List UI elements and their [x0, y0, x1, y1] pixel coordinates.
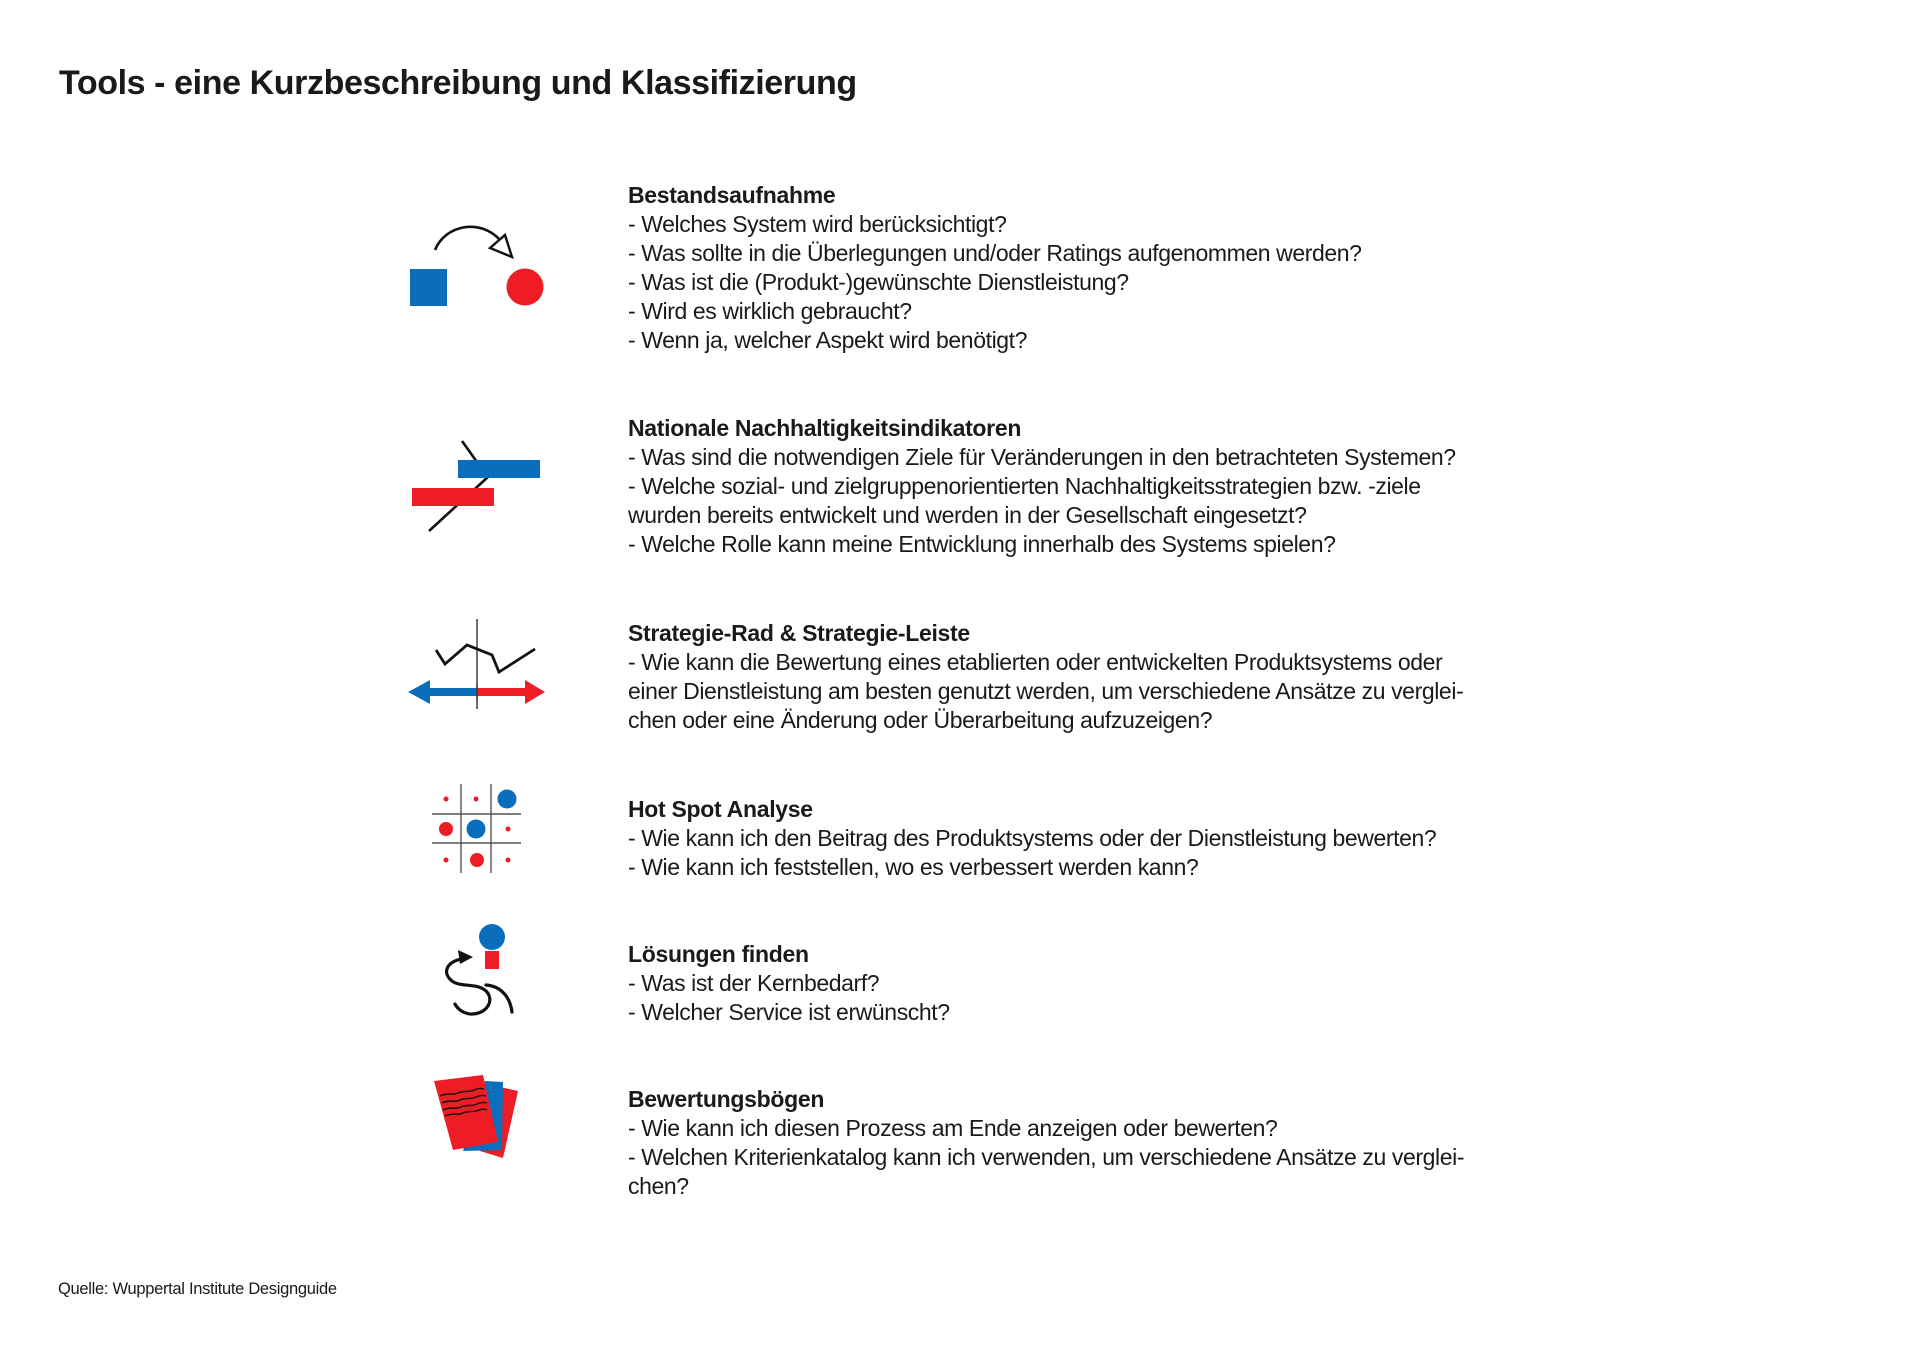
page-title: Tools - eine Kurzbeschreibung und Klassifizierung — [59, 64, 857, 102]
section-line: - Wie kann ich diesen Prozess am Ende anzeigen oder bewerten? — [628, 1115, 1278, 1141]
section-line: - Was ist die (Produkt-)gewünschte Dienstleistung? — [628, 269, 1129, 295]
winding-path — [447, 959, 490, 1014]
section-line: chen oder eine Änderung oder Überarbeitung aufzuzeigen? — [628, 707, 1213, 733]
blue-square — [410, 269, 447, 306]
hotspot-dot — [506, 858, 511, 863]
arrow-head — [490, 235, 512, 257]
section-line: - Welche Rolle kann meine Entwicklung innerhalb des Systems spielen? — [628, 531, 1336, 557]
section-heading: Bestandsaufnahme — [628, 182, 836, 208]
hotspot-dot — [467, 820, 486, 839]
section-line: - Was sind die notwendigen Ziele für Veränderungen in den betrachteten Systemen? — [628, 444, 1456, 470]
section-line: - Was sollte in die Überlegungen und/oder Ratings aufgenommen werden? — [628, 240, 1362, 266]
section-line: - Welches System wird berücksichtigt? — [628, 211, 1007, 237]
zigzag-line — [436, 645, 535, 672]
section-heading: Lösungen finden — [628, 941, 809, 967]
hotspot-dot — [474, 797, 479, 802]
section-line: - Wie kann die Bewertung eines etablierten oder entwickelten Produktsystems oder — [628, 649, 1443, 675]
section-line: chen? — [628, 1173, 689, 1199]
path-arrow-head — [458, 950, 473, 964]
hotspot-grid-icon — [432, 784, 521, 873]
section-heading: Nationale Nachhaltigkeitsindikatoren — [628, 415, 1022, 441]
red-circle — [507, 269, 544, 306]
section-hot-spot-analyse — [628, 795, 1528, 882]
red-bar — [412, 488, 494, 506]
section-line: - Welche sozial- und zielgruppenorientierten Nachhaltigkeitsstrategien bzw. -ziele — [628, 473, 1421, 499]
section-loesungen-finden — [628, 940, 1528, 1027]
evaluation-sheets-icon — [434, 1075, 518, 1158]
section-bewertungsboegen — [628, 1085, 1528, 1201]
section-line: - Welcher Service ist erwünscht? — [628, 999, 950, 1025]
hotspot-dot — [444, 858, 449, 863]
source-footer: Quelle: Wuppertal Institute Designguide — [58, 1280, 337, 1298]
section-heading: Strategie-Rad & Strategie-Leiste — [628, 620, 970, 646]
section-nachhaltigkeitsindikatoren — [628, 414, 1528, 559]
section-line: - Wie kann ich den Beitrag des Produktsystems oder der Dienstleistung bewerten? — [628, 825, 1437, 851]
section-bestandsaufnahme — [628, 181, 1528, 355]
blue-left-arrow — [408, 680, 477, 704]
blue-bar — [458, 460, 540, 478]
section-line: - Welchen Kriterienkatalog kann ich verwenden, um verschiedene Ansätze zu verglei- — [628, 1144, 1465, 1170]
hotspot-dot — [506, 827, 511, 832]
section-strategie-rad — [628, 619, 1528, 735]
section-line: - Wenn ja, welcher Aspekt wird benötigt? — [628, 327, 1028, 353]
section-line: - Wird es wirklich gebraucht? — [628, 298, 912, 324]
section-line: einer Dienstleistung am besten genutzt werden, um verschiedene Ansätze zu verglei- — [628, 678, 1464, 704]
section-heading: Hot Spot Analyse — [628, 796, 813, 822]
hotspot-dot — [498, 790, 517, 809]
winding-path-lightbulb-icon — [447, 924, 512, 1014]
section-line: wurden bereits entwickelt und werden in der Gesellschaft eingesetzt? — [628, 502, 1307, 528]
red-right-arrow — [477, 680, 545, 704]
hotspot-dot — [470, 853, 484, 867]
strategy-line-double-arrow-icon — [408, 619, 545, 709]
lightbulb-blue — [479, 924, 505, 950]
hotspot-dot — [439, 822, 453, 836]
section-line: - Was ist der Kernbedarf? — [628, 970, 880, 996]
lightbulb-base-red — [485, 951, 499, 969]
hotspot-dot — [444, 797, 449, 802]
transformation-square-to-circle-icon — [410, 227, 544, 306]
slash-line-top — [462, 441, 477, 462]
section-line: - Wie kann ich feststellen, wo es verbessert werden kann? — [628, 854, 1199, 880]
section-heading: Bewertungsbögen — [628, 1086, 825, 1112]
offset-bars-indicator-icon — [412, 441, 540, 531]
